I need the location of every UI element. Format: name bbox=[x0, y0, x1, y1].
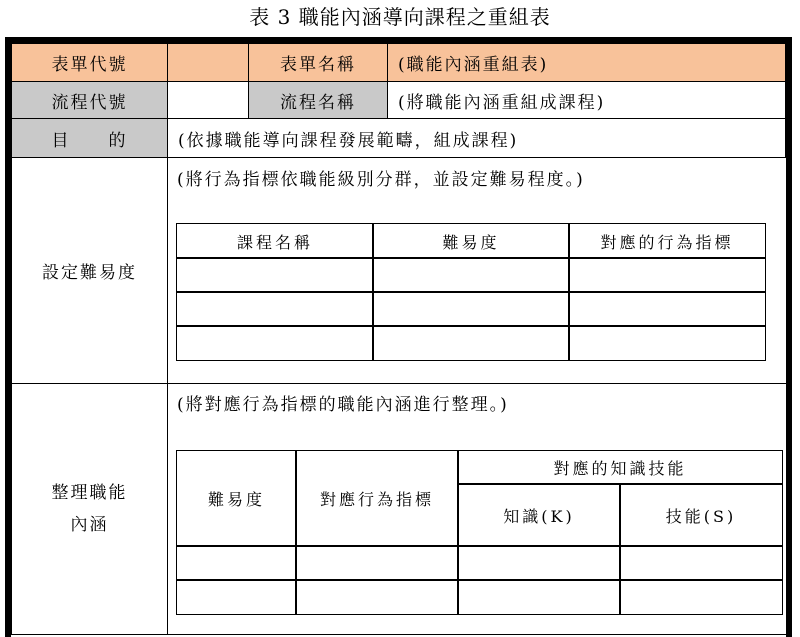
difficulty-section-label: 設定難易度 bbox=[11, 157, 168, 384]
organize-label-line2: 內涵 bbox=[70, 515, 109, 535]
process-no-value bbox=[167, 81, 249, 119]
table-cell bbox=[372, 325, 570, 361]
purpose-value: (依據職能導向課程發展範疇，組成課程) bbox=[167, 118, 786, 158]
process-name-label: 流程名稱 bbox=[248, 81, 388, 119]
table-cell bbox=[457, 579, 621, 615]
col-course-name: 課程名稱 bbox=[176, 223, 374, 259]
process-no-label: 流程代號 bbox=[11, 81, 168, 119]
col-knowledge: 知識(K) bbox=[457, 483, 621, 547]
table-cell bbox=[619, 545, 783, 581]
table-cell bbox=[176, 545, 297, 581]
table-cell bbox=[295, 579, 459, 615]
form-no-value bbox=[167, 43, 249, 82]
col-indicator: 對應行為指標 bbox=[295, 450, 459, 547]
table-cell bbox=[176, 579, 297, 615]
table-cell bbox=[619, 579, 783, 615]
col-skill: 技能(S) bbox=[619, 483, 783, 547]
organize-label-line1: 整理職能 bbox=[51, 483, 128, 503]
col-indicator: 對應的行為指標 bbox=[568, 223, 766, 259]
table-cell bbox=[372, 291, 570, 327]
col-difficulty: 難易度 bbox=[372, 223, 570, 259]
table-cell bbox=[568, 325, 766, 361]
organize-instruction: (將對應行為指標的職能內涵進行整理。) bbox=[177, 395, 509, 415]
table-cell bbox=[568, 257, 766, 293]
table-cell bbox=[372, 257, 570, 293]
table-cell bbox=[568, 291, 766, 327]
table-cell bbox=[176, 257, 374, 293]
table-cell bbox=[295, 545, 459, 581]
organize-section-label bbox=[11, 383, 168, 635]
col-difficulty: 難易度 bbox=[176, 450, 297, 547]
form-name-value: (職能內涵重組表) bbox=[387, 43, 786, 82]
col-knowledge-skill-group: 對應的知識技能 bbox=[457, 450, 783, 485]
table-title: 表 3 職能內涵導向課程之重組表 bbox=[249, 5, 551, 29]
difficulty-instruction: (將行為指標依職能級別分群，並設定難易程度。) bbox=[177, 170, 585, 190]
form-no-label: 表單代號 bbox=[11, 43, 168, 82]
table-cell bbox=[457, 545, 621, 581]
form-sheet bbox=[5, 37, 792, 637]
table-cell bbox=[176, 325, 374, 361]
process-name-value: (將職能內涵重組成課程) bbox=[387, 81, 786, 119]
form-name-label: 表單名稱 bbox=[248, 43, 388, 82]
table-cell bbox=[176, 291, 374, 327]
purpose-label: 目 的 bbox=[11, 118, 168, 158]
